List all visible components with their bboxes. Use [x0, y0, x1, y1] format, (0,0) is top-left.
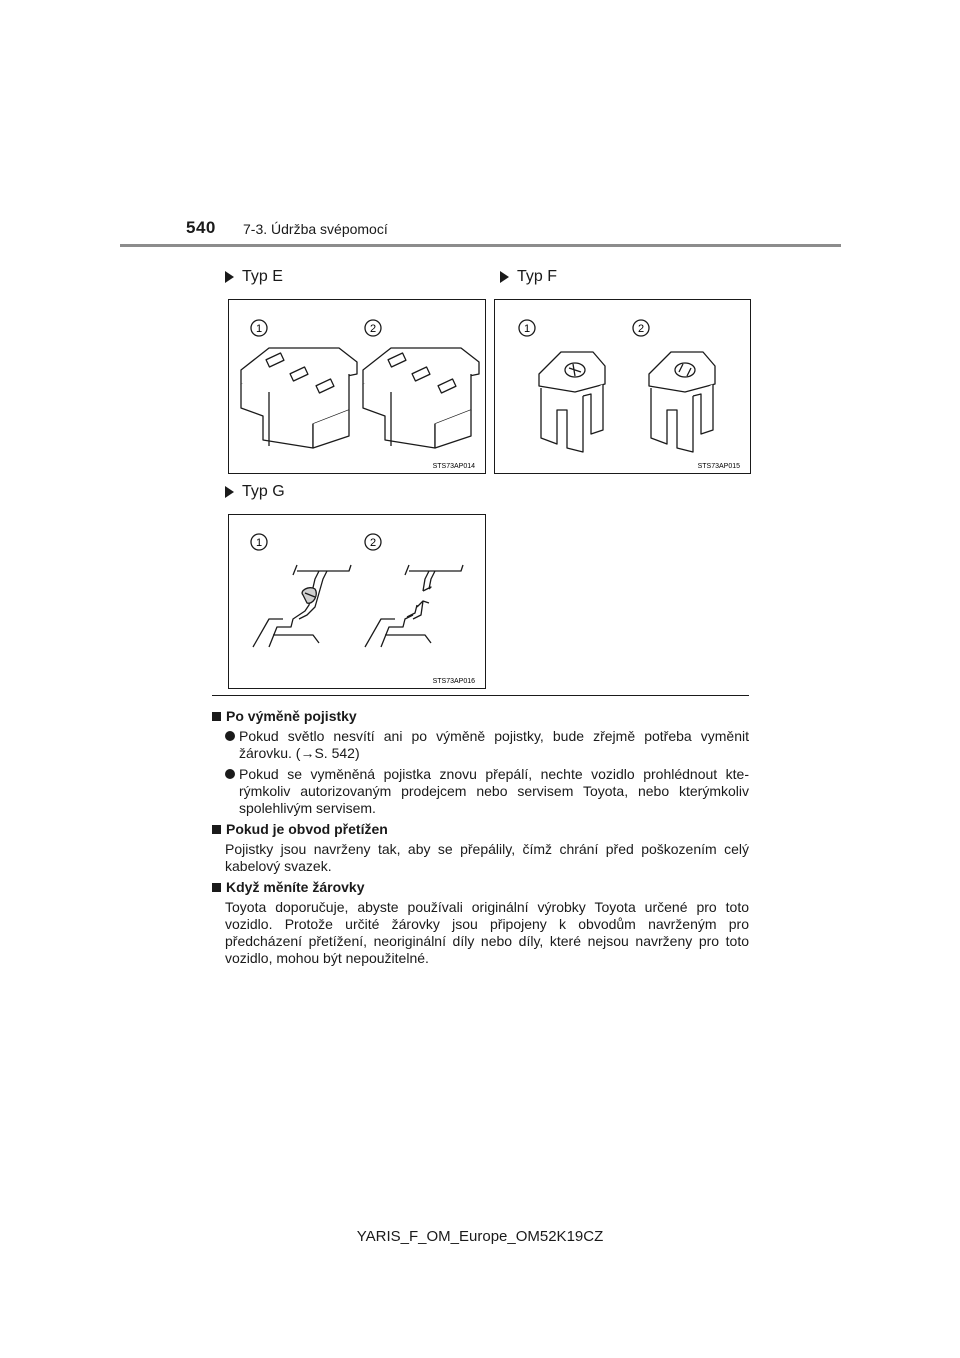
figure-label-text: Typ F [517, 268, 558, 285]
section-heading [212, 708, 749, 725]
section-heading-text: Po výměně pojistky [226, 708, 357, 724]
figure-label-type-e [225, 268, 283, 286]
notes-content [212, 704, 749, 971]
square-bullet-icon [212, 712, 221, 721]
figure-type-f [494, 299, 751, 474]
fuse-type-e-illustration [229, 300, 485, 473]
callout-1: 1 [523, 323, 531, 335]
content-divider [212, 695, 749, 696]
square-bullet-icon [212, 825, 221, 834]
figure-label-type-f [500, 268, 557, 286]
fuse-type-g-illustration [229, 515, 485, 688]
triangle-bullet-icon [225, 486, 234, 498]
header-divider [120, 244, 841, 247]
callout-1: 1 [255, 323, 263, 335]
fuse-type-f-illustration [495, 300, 750, 473]
callout-2: 2 [637, 323, 645, 335]
page-number: 540 [186, 218, 216, 237]
section-heading-text: Když měníte žárovky [226, 879, 365, 895]
list-item [212, 766, 749, 817]
figure-code: STS73AP014 [432, 463, 475, 470]
callout-2: 2 [369, 537, 377, 549]
triangle-bullet-icon [225, 271, 234, 283]
figure-code: STS73AP016 [432, 678, 475, 685]
callout-1: 1 [255, 537, 263, 549]
list-item-text: Pokud světlo nesvítí ani po výměně pojistky, bude zřejmě potřeba vyměnit žárovku. (→S. 542) [239, 728, 749, 761]
square-bullet-icon [212, 883, 221, 892]
callout-2: 2 [369, 323, 377, 335]
triangle-bullet-icon [500, 271, 509, 283]
document-id: YARIS_F_OM_Europe_OM52K19CZ [356, 1228, 604, 1245]
figure-label-text: Typ E [242, 268, 283, 285]
section-title: 7-3. Údržba svépomocí [243, 221, 388, 237]
section-heading [212, 879, 749, 896]
circle-bullet-icon [225, 769, 235, 779]
circle-bullet-icon [225, 731, 235, 741]
section-heading-text: Pokud je obvod přetížen [226, 821, 388, 837]
figure-type-g [228, 514, 486, 689]
list-item [212, 728, 749, 762]
figure-type-e [228, 299, 486, 474]
list-item-text: Pokud se vyměněná pojistka znovu přepálí, nechte vozidlo prohlédnout kte- rýmkoliv autorizovaným prodejcem nebo servisem Toyota, nebo kterýmkoliv spolehlivým servisem. [239, 766, 749, 816]
section-heading [212, 821, 749, 838]
paragraph: Pojistky jsou navrženy tak, aby se přepálily, čímž chrání před poškozením celý kabelový svazek. [225, 841, 749, 874]
figure-code: STS73AP015 [697, 463, 740, 470]
figure-label-type-g [225, 483, 285, 501]
paragraph: Toyota doporučuje, abyste používali originální výrobky Toyota určené pro toto vozidlo. Protože určité žárovky jsou připojeny k obvodům navrženým pro předcházení přetížení, neoriginální díly nebo díly, které nejsou navrženy pro toto vozidlo, mohou být nepoužitelné. [225, 899, 749, 966]
figure-label-text: Typ G [242, 483, 285, 500]
